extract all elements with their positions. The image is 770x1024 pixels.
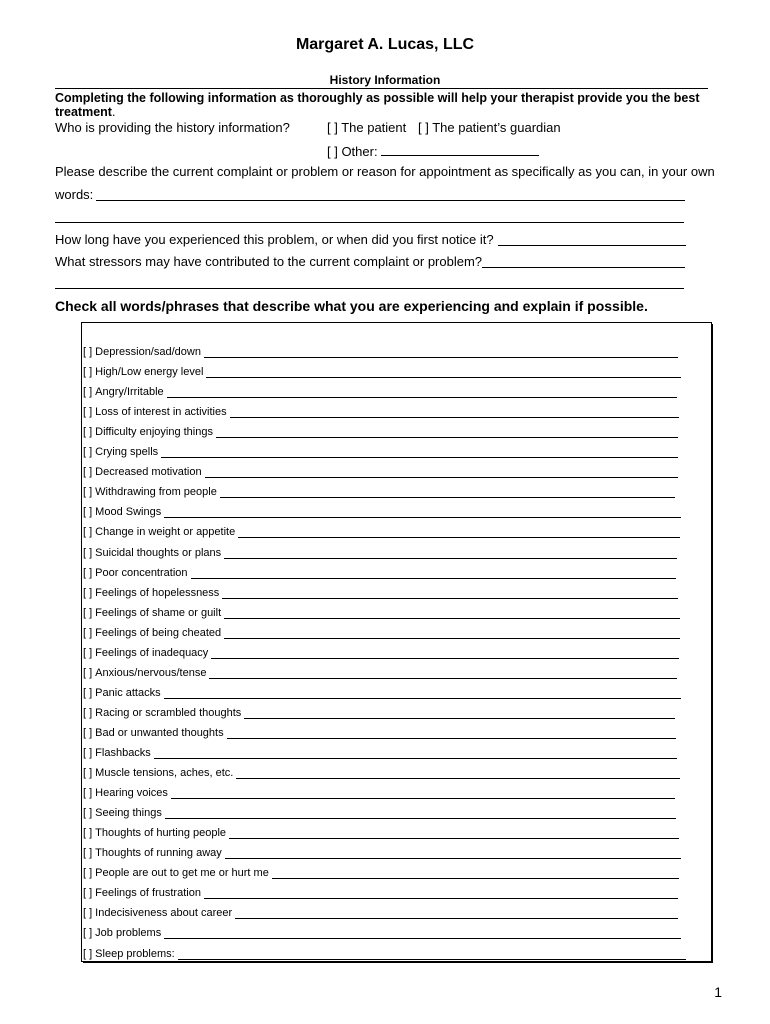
intro-paragraph [55,91,715,119]
checklist-item [83,545,677,559]
checklist-item-label: Change in weight or appetite [95,526,236,539]
option-other[interactable] [327,143,539,159]
stressors-input-line-1[interactable] [482,254,685,268]
checklist-item-label: Feelings of inadequacy [95,646,209,659]
checklist-item-label: Panic attacks [95,686,161,699]
explain-input-line[interactable] [164,929,681,939]
describe-words-row [55,187,685,202]
page-number: 1 [714,984,722,1000]
explain-input-line[interactable] [244,709,675,719]
explain-input-line[interactable] [178,950,686,960]
intro-period: . [111,105,116,119]
checkbox[interactable]: [ ] [83,767,93,780]
stressors-input-line-2[interactable] [55,288,684,289]
checkbox[interactable]: [ ] [83,787,93,800]
checkbox[interactable]: [ ] [83,526,93,539]
checkbox[interactable]: [ ] [83,927,93,940]
checklist-item [83,344,678,358]
checklist-item [83,645,679,659]
checklist-item-label: Seeing things [95,807,162,820]
checklist-item-label: Flashbacks [95,747,151,759]
checklist-item-label: Loss of interest in activities [95,406,227,419]
explain-input-line[interactable] [211,649,679,659]
explain-input-line[interactable] [236,769,680,779]
complaint-input-line-1[interactable] [96,187,685,201]
explain-input-line[interactable] [204,889,678,899]
checklist-item-label: Bad or unwanted thoughts [95,726,224,739]
how-long-label: How long have you experienced this problem, or when did you first notice it? [55,232,494,247]
checkbox[interactable]: [ ] [83,406,93,419]
checkbox[interactable]: [ ] [83,706,93,719]
explain-input-line[interactable] [191,569,676,579]
checkbox[interactable]: [ ] [83,827,93,840]
explain-input-line[interactable] [165,809,676,819]
checklist-item [83,705,675,719]
checklist-item-label: Feelings of frustration [95,887,201,900]
checklist-item-label: Thoughts of hurting people [95,827,227,840]
explain-input-line[interactable] [224,609,680,619]
checkbox[interactable]: [ ] [83,546,93,559]
complaint-input-line-2[interactable] [55,222,684,223]
checklist-item [83,364,681,378]
option-guardian[interactable]: [ ] The patient’s guardian [418,120,561,135]
checklist-item [83,625,680,639]
checklist-item-label: Difficulty enjoying things [95,426,213,439]
checklist-item [83,484,675,498]
checkbox[interactable]: [ ] [83,346,93,358]
checklist-item-label: Feelings of being cheated [95,626,222,639]
checklist-item [83,565,676,579]
checkbox[interactable]: [ ] [83,366,93,379]
checklist-item [83,464,678,478]
explain-input-line[interactable] [209,669,677,679]
explain-input-line[interactable] [171,789,675,799]
checklist-item-label: People are out to get me or hurt me [95,867,269,880]
who-providing-label: Who is providing the history information? [55,120,290,135]
checklist-item [83,424,678,438]
checkbox[interactable]: [ ] [83,686,93,699]
checklist-item [83,845,681,859]
checklist-item [83,745,677,759]
explain-input-line[interactable] [272,869,679,879]
checkbox[interactable]: [ ] [83,466,93,479]
checklist-item-label: Racing or scrambled thoughts [95,706,242,719]
checklist-item-label: Anxious/nervous/tense [95,666,207,679]
stressors-row [55,254,685,269]
checklist-item [83,785,675,799]
explain-input-line[interactable] [227,729,676,739]
checklist-item-label: Angry/Irritable [95,386,164,399]
checklist-item-label: Suicidal thoughts or plans [95,546,222,559]
option-other-label: [ ] Other: [327,144,378,159]
checkbox[interactable]: [ ] [83,726,93,739]
explain-input-line[interactable] [235,909,678,919]
checkbox[interactable]: [ ] [83,446,93,459]
explain-input-line[interactable] [204,348,678,358]
explain-input-line[interactable] [206,368,681,378]
checklist-item [83,665,677,679]
explain-input-line[interactable] [164,689,681,699]
checklist-item [83,404,679,418]
checklist-item [83,725,676,739]
explain-input-line[interactable] [224,549,677,559]
stressors-label: What stressors may have contributed to the current complaint or problem? [55,254,483,269]
checklist-item-label: Job problems [95,927,162,940]
checklist-item-label: Thoughts of running away [95,847,222,860]
checkbox[interactable]: [ ] [83,847,93,860]
checklist-item-label: Muscle tensions, aches, etc. [95,767,234,780]
checklist-item-label: Sleep problems: [95,947,175,960]
checkbox[interactable]: [ ] [83,666,93,679]
checklist-item-label: Decreased motivation [95,466,202,479]
document-title: Margaret A. Lucas, LLC [295,36,475,53]
explain-input-line[interactable] [224,629,680,639]
how-long-row [55,232,686,247]
section-title: History Information [329,73,441,87]
explain-input-line[interactable] [230,408,679,418]
checkbox[interactable]: [ ] [83,586,93,599]
checklist-item-label: Indecisiveness about career [95,907,233,920]
explain-input-line[interactable] [164,508,681,518]
checklist-item-label: Withdrawing from people [95,486,217,499]
checklist-item [83,925,681,939]
checklist-item [83,384,677,398]
checklist-item [83,605,680,619]
checkbox[interactable]: [ ] [83,887,93,900]
checklist-item-label: Hearing voices [95,787,168,800]
checklist-item [83,885,678,899]
explain-input-line[interactable] [205,468,678,478]
intro-bold-text: Completing the following information as thoroughly as possible will help your therapist provide you the best treatment [55,91,700,119]
checklist-item-label: High/Low energy level [95,366,204,379]
checkbox[interactable]: [ ] [83,626,93,639]
explain-input-line[interactable] [229,829,679,839]
checkbox[interactable]: [ ] [83,646,93,659]
checklist-item [83,946,686,960]
option-patient[interactable]: [ ] The patient [327,120,407,135]
checkbox[interactable]: [ ] [83,867,93,880]
checkbox[interactable]: [ ] [83,907,93,920]
checkbox[interactable]: [ ] [83,506,93,519]
checkbox[interactable]: [ ] [83,486,93,499]
explain-input-line[interactable] [220,488,675,498]
how-long-input-line[interactable] [498,232,686,246]
checkbox[interactable]: [ ] [83,807,93,820]
checkbox[interactable]: [ ] [83,747,93,759]
other-input-line[interactable] [381,143,539,156]
describe-complaint-label: Please describe the current complaint or problem or reason for appointment as specifically as you can, in your own [55,164,715,179]
checklist-item-label: Poor concentration [95,566,188,579]
checkbox[interactable]: [ ] [83,426,93,439]
checklist-item [83,685,681,699]
checklist-heading: Check all words/phrases that describe what you are experiencing and explain if possible. [55,298,648,314]
checklist-item-label: Mood Swings [95,506,162,519]
checklist-item [83,825,679,839]
checklist-item [83,524,680,538]
explain-input-line[interactable] [222,589,678,599]
checklist-item-label: Depression/sad/down [95,346,201,358]
checklist-item [83,905,678,919]
checklist-item-label: Feelings of shame or guilt [95,606,222,619]
checkbox[interactable]: [ ] [83,606,93,619]
header-divider [55,88,708,89]
checklist-item [83,585,678,599]
explain-input-line[interactable] [167,388,677,398]
explain-input-line[interactable] [238,528,680,538]
explain-input-line[interactable] [225,849,681,859]
words-label: words: [55,187,94,202]
checklist-item [83,444,678,458]
checklist-item [83,865,679,879]
explain-input-line[interactable] [161,448,678,458]
checklist-item [83,805,676,819]
checklist-item-label: Feelings of hopelessness [95,586,220,599]
checkbox[interactable]: [ ] [83,566,93,579]
checkbox[interactable]: [ ] [83,386,93,399]
checklist-item [83,765,680,779]
explain-input-line[interactable] [154,749,677,759]
checklist-item-label: Crying spells [95,446,159,459]
checkbox[interactable]: [ ] [83,947,93,960]
explain-input-line[interactable] [216,428,678,438]
checklist-item [83,504,681,518]
